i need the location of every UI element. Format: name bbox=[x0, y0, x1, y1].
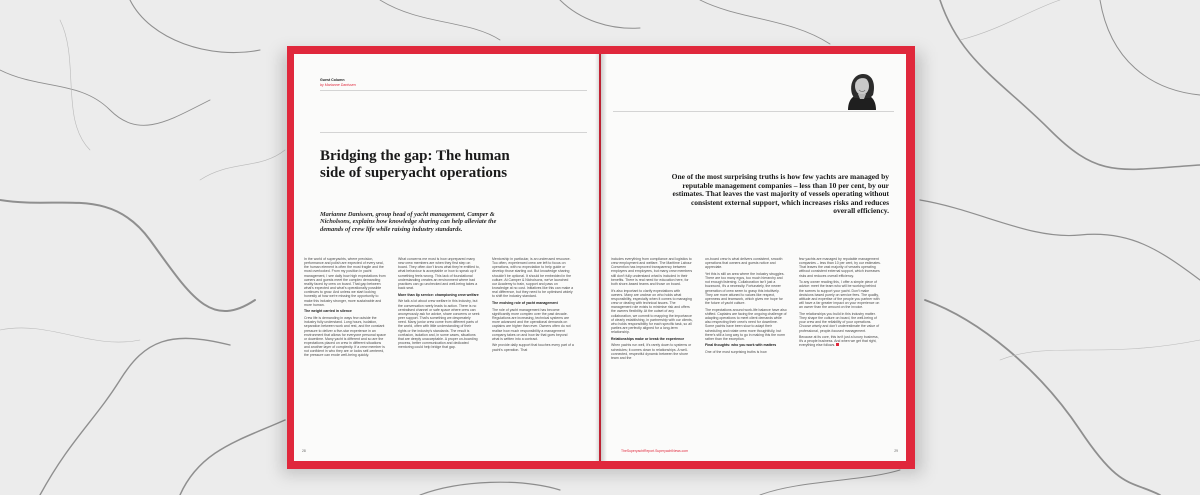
right-page bbox=[601, 54, 906, 461]
paragraph: Crew life is demanding in ways few outside the industry fully understand. Long hours, isolation, separation between work and rest, and the constant pressure to deliver a five-star experience in an environment that allows for everyone personal space or downtime. Many yacht is different and so are the expectations placed on crew in different situations and another layer of complexity. If a crew member is not confident in who they are or looks self-centered, the pressure can erode well-being quickly. bbox=[304, 316, 386, 358]
paragraph: few yachts are managed by reputable management companies – less than 10 per cent, by our estimates. That leaves the vast majority of vessels operating without consistent external support, which increases risks and reduces overall efficiency. bbox=[799, 257, 881, 278]
subheading: The weight carried in silence bbox=[304, 309, 352, 314]
article-headline: Bridging the gap: The human side of superyacht operations bbox=[320, 148, 510, 181]
paragraph: on-board crew is what delivers consistent, smooth operations that owners and guests notice and appreciate. bbox=[705, 257, 783, 270]
right-column-1 bbox=[611, 257, 693, 433]
left-column-1 bbox=[304, 257, 386, 433]
author-byline: by Marianne Danissen bbox=[320, 83, 356, 87]
subheading: The evolving role of yacht management bbox=[492, 301, 558, 306]
article-standfirst: Marianne Danissen, group head of yacht management, Camper & Nicholsons, explains how knowledge sharing can help alleviate the demands of crew life while raising industry standards. bbox=[320, 211, 497, 233]
paragraph: Yet this is still an area where the industry struggles. There are too many egos, too much hierarchy and not enough listening. Collaboration isn't just a buzzword, it's a necessity. Fortunately, the newer generation of crew seem to grasp this intuitively. They are more attuned to values like respect, openness and teamwork, which gives me hope for the future of yacht culture. bbox=[705, 271, 785, 306]
left-page bbox=[294, 54, 599, 461]
paragraph: We provide daily support that touches every part of a yacht's operation. That bbox=[492, 343, 574, 352]
paragraph: includes everything from compliance and logistics to crew employment and welfare. The Maritime Labour Convention has improved transparency between employers and employees, but many crew members still don't fully understand what is included in their benefits. There is real need for education here, for both shore-based teams and those on board. bbox=[611, 257, 693, 286]
page-number: 28 bbox=[302, 449, 306, 453]
left-column-3 bbox=[492, 257, 574, 433]
paragraph: The expectations around work-life balance have also shifted. Captains are facing the ongoing challenge of adapting operations to meet client demands while also respecting their crew's need for downtime. Some yachts have been slow to adapt their scheduling and rotate crew more thoughtfully, but there's still a long way to go in making this the norm rather than the exception. bbox=[705, 307, 787, 341]
paragraph: The role of yacht management has become significantly more complex over the past decade. Regulations are increasing, technical systems are more advanced and the operational demands on captains are higher than ever. Owners often do not realise how much responsibility a management company takes on and how far that goes beyond what is written into a contract. bbox=[492, 307, 571, 341]
left-column-2 bbox=[398, 257, 480, 433]
author-photo bbox=[839, 70, 885, 110]
subheading: Relationships make or break the experience bbox=[611, 336, 685, 341]
paragraph: The relationships you build in this industry matter. They shape the culture on board, the well-being of your crew and the reliability of your operations. Choose wisely and don't underestimate the value of professional, people-focused management. bbox=[799, 311, 880, 333]
section-divider bbox=[320, 132, 587, 133]
paragraph: Mentorship in particular, is an underused resource. Too often, experienced crew are left to focus on operations, with no expectation to help guide or develop those starting out. But knowledge sharing shouldn't be optional. It should be embedded in the culture. At Camper & Nicholsons, we've launched our Academy to train, support and pass on knowledge at no cost. Initiatives like this can make a real difference, but they need to be optimised widely to shift the industry standard. bbox=[492, 257, 574, 299]
page-number: 29 bbox=[894, 449, 898, 453]
page-footer: TheSuperyachtReport.SuperyachtNews.com bbox=[621, 449, 689, 453]
paragraph: In the world of superyachts, where precision, performance and polish are expected of every seal, the human element is often the most fragile and the most overlooked. From my position in yacht management, I see daily how high expectations from owners and guests meet the complex demanding reality faced by crew on board. That gap between what's expected and what's operationally possible continues to grow. And unless we start looking honestly at how we're missing the opportunity to make this industry stronger, more sustainable and more human. bbox=[304, 257, 386, 307]
end-mark-icon bbox=[836, 343, 839, 346]
right-column-3 bbox=[799, 257, 881, 433]
magazine-spine bbox=[595, 54, 607, 461]
paragraph: When yachts run well, it's rarely down to systems or schedules; it comes down to relationships. A well-connected, respectful dynamic between the shore team and the bbox=[611, 343, 692, 360]
paragraph: We talk a lot about crew welfare in this industry, but the conversation rarely leads to action. There is no centralised channel or safe space where crew can anonymously ask for advice, share concerns or seek peer support. That's something we desperately need. Many junior crew come from different parts of the world, often with little understanding of their rights or the industry's standards. The result is confusion, isolation and, in some cases, situations that are deeply unacceptable. A proper on-boarding process, better communication and dedicated mentoring could help bridge that gap. bbox=[398, 299, 480, 350]
right-column-2 bbox=[705, 257, 787, 433]
pull-quote: One of the most surprising truths is how few yachts are managed by reputable management companies – less than 10 per cent, by our estimates. That leaves the vast majority of vessels operating without consistent external support, which increases risks and reduces overall efficiency. bbox=[671, 172, 889, 216]
subheading: Final thoughts: who you work with matters bbox=[705, 343, 777, 348]
paragraph: One of the most surprising truths is how bbox=[705, 350, 767, 355]
photo-divider bbox=[613, 111, 894, 112]
subheading: More than lip service: championing crew welfare bbox=[398, 292, 479, 297]
paragraph: What concerns me most is how unprepared many new crew members are when they first step on board. They often don't know what they're entitled to, what behaviour is acceptable or how to speak up if something feels wrong. This lack of foundational understanding creates an environment where bad practices can go unchecked and well-being takes a back seat. bbox=[398, 257, 480, 291]
paragraph: It's also important to clarify expectations with owners. Many are unclear on who holds what responsibility, especially when it comes to managing crew or dealing with technical issues. The management role exists to minimise risk and offers the owners flexibility. At the outset of any collaboration, we commit to mapping the importance of clearly establishing, in partnership with our clients, who holds responsibility for each specific task, so all parties are perfectly aligned for a long-term relationship. bbox=[611, 288, 693, 335]
top-divider bbox=[320, 90, 587, 91]
guest-column-label: Guest Column bbox=[320, 78, 345, 82]
closing-paragraph: Because at its core, this isn't just a luxury business, it's a people business. And when we get that right, everything else follows. bbox=[799, 335, 879, 348]
paragraph: To any owner reading this, I offer a simple piece of advice: meet the team who will be working behind the scenes to support your yacht. Don't make decisions based purely on service fees. The quality, attitude and expertise of the people you partner with will have a far greater impact on your experience on an owner than the amount on the invoice. bbox=[799, 280, 880, 310]
paragraph bbox=[799, 335, 881, 347]
